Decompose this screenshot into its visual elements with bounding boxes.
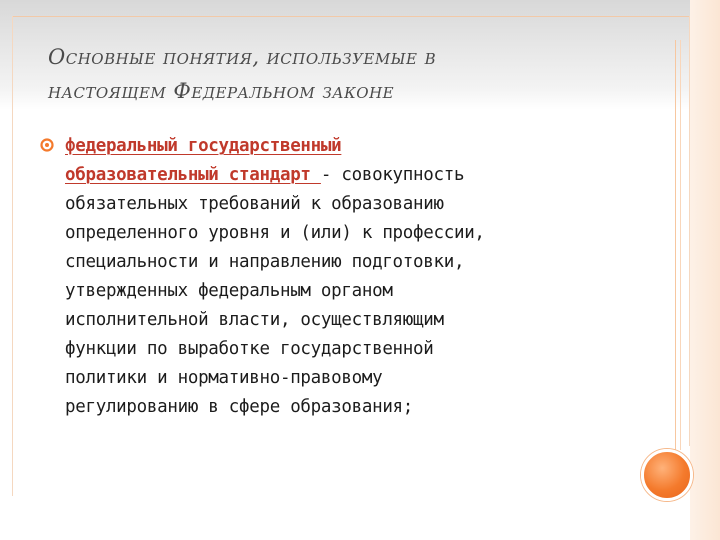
- frame-top-line: [12, 16, 690, 17]
- title-line-2: настоящем Федеральном законе: [48, 79, 395, 103]
- slide-title: [48, 40, 648, 108]
- term-text-1: федеральный государственный: [65, 136, 342, 156]
- bullet-text: [65, 132, 640, 422]
- definition-line: специальности и направлению подготовки,: [65, 252, 465, 272]
- definition-line: определенного уровня и (или) к профессии,: [65, 223, 485, 243]
- bullet-item: [40, 132, 640, 422]
- definition-line: утвержденных федеральным органом: [65, 281, 393, 301]
- rail-line: [675, 40, 676, 450]
- rail-line-secondary: [680, 40, 681, 450]
- orange-circle-icon: [641, 449, 693, 501]
- frame-left-line: [12, 16, 13, 496]
- definition-line: функции по выработке государственной: [65, 339, 434, 359]
- term-line-2: [65, 161, 640, 190]
- definition-start: - совокупность: [320, 165, 465, 185]
- orange-ring-bullet-icon: [40, 138, 54, 152]
- definition-line: регулированию в сфере образования;: [65, 397, 414, 417]
- term-text-2: образовательный стандарт: [65, 165, 321, 185]
- definition-line: обязательных требований к образованию: [65, 194, 444, 214]
- slide-content: [40, 132, 640, 422]
- definition-line: политики и нормативно-правовому: [65, 368, 383, 388]
- right-decorative-rail: [690, 0, 720, 540]
- title-line-1: Основные понятия, используемые в: [48, 45, 437, 69]
- definition-line: исполнительной власти, осуществляющим: [65, 310, 444, 330]
- term-line-1: [65, 132, 640, 161]
